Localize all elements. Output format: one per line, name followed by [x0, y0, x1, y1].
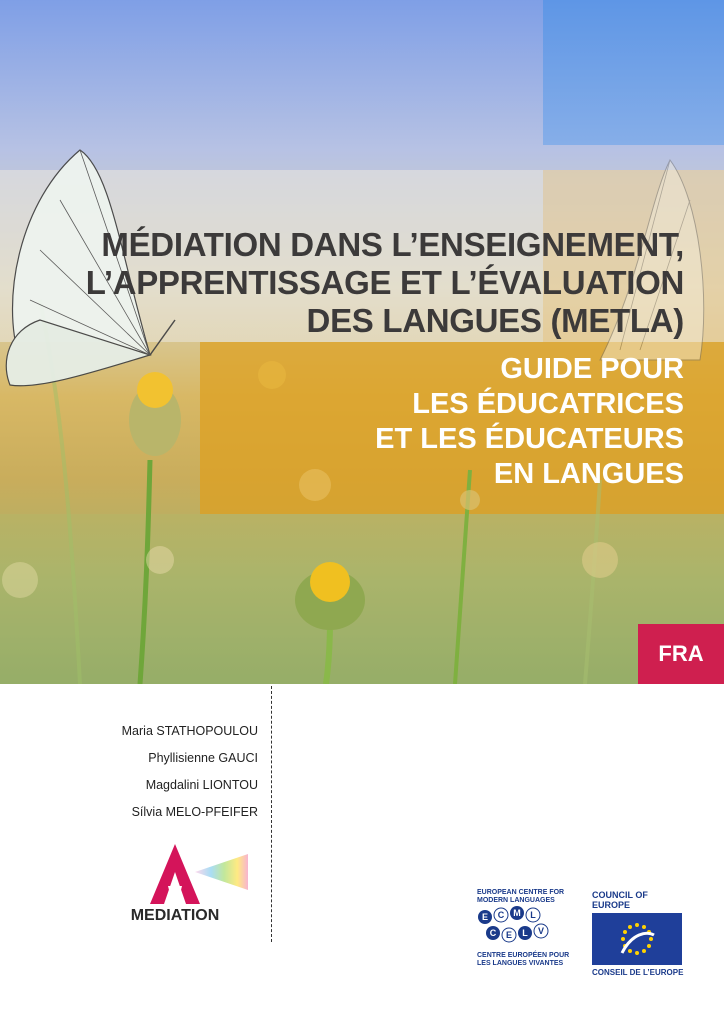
coe-name-fr: CONSEIL DE L’EUROPE [592, 968, 684, 977]
coe-flag-icon [592, 913, 682, 965]
document-subtitle [375, 352, 684, 492]
mediation-logo [120, 842, 260, 927]
council-of-europe-logo [592, 890, 688, 977]
ecml-letter-circles [477, 905, 581, 947]
ecml-letter: E [481, 912, 489, 922]
author-name: Phyllisienne GAUCI [148, 751, 258, 765]
ecml-name-en: MODERN LANGUAGES [477, 897, 555, 904]
ecml-name-fr: LES LANGUES VIVANTES [477, 960, 564, 967]
dashed-divider [271, 686, 272, 942]
star-circle-icon [592, 913, 682, 965]
title-line: L’APPRENTISSAGE ET L’ÉVALUATION [85, 264, 684, 301]
title-line: DES LANGUES (METLA) [306, 302, 684, 339]
ecml-name-fr: CENTRE EUROPÉEN POUR [477, 952, 570, 959]
mediation-logo-text: MEDIATION [130, 907, 220, 924]
ecml-logo [477, 889, 581, 969]
document-title [86, 226, 684, 340]
ecml-letter: C [489, 928, 497, 938]
language-badge: FRA [638, 624, 724, 684]
subtitle-line: GUIDE POUR [500, 353, 684, 385]
subtitle-line: ET LES ÉDUCATEURS [375, 423, 684, 455]
author-list [0, 718, 258, 826]
subtitle-line: EN LANGUES [493, 458, 684, 490]
subtitle-line: LES ÉDUCATRICES [412, 388, 684, 420]
coe-name-en: COUNCIL OF EUROPE [592, 890, 648, 910]
ecml-name-en: EUROPEAN CENTRE FOR [477, 889, 565, 896]
author-name: Maria STATHOPOULOU [121, 724, 258, 738]
ecml-letter: C [497, 910, 505, 920]
author-name: Magdalini LIONTOU [145, 778, 258, 792]
ecml-letter: V [537, 926, 545, 936]
author-name: Sílvia MELO-PFEIFER [131, 805, 258, 819]
ecml-letter: E [505, 930, 513, 940]
ecml-letter: L [530, 910, 536, 920]
title-line: MÉDIATION DANS L’ENSEIGNEMENT, [101, 226, 684, 263]
ecml-letter: M [513, 908, 521, 918]
ecml-letter: L [522, 928, 528, 938]
